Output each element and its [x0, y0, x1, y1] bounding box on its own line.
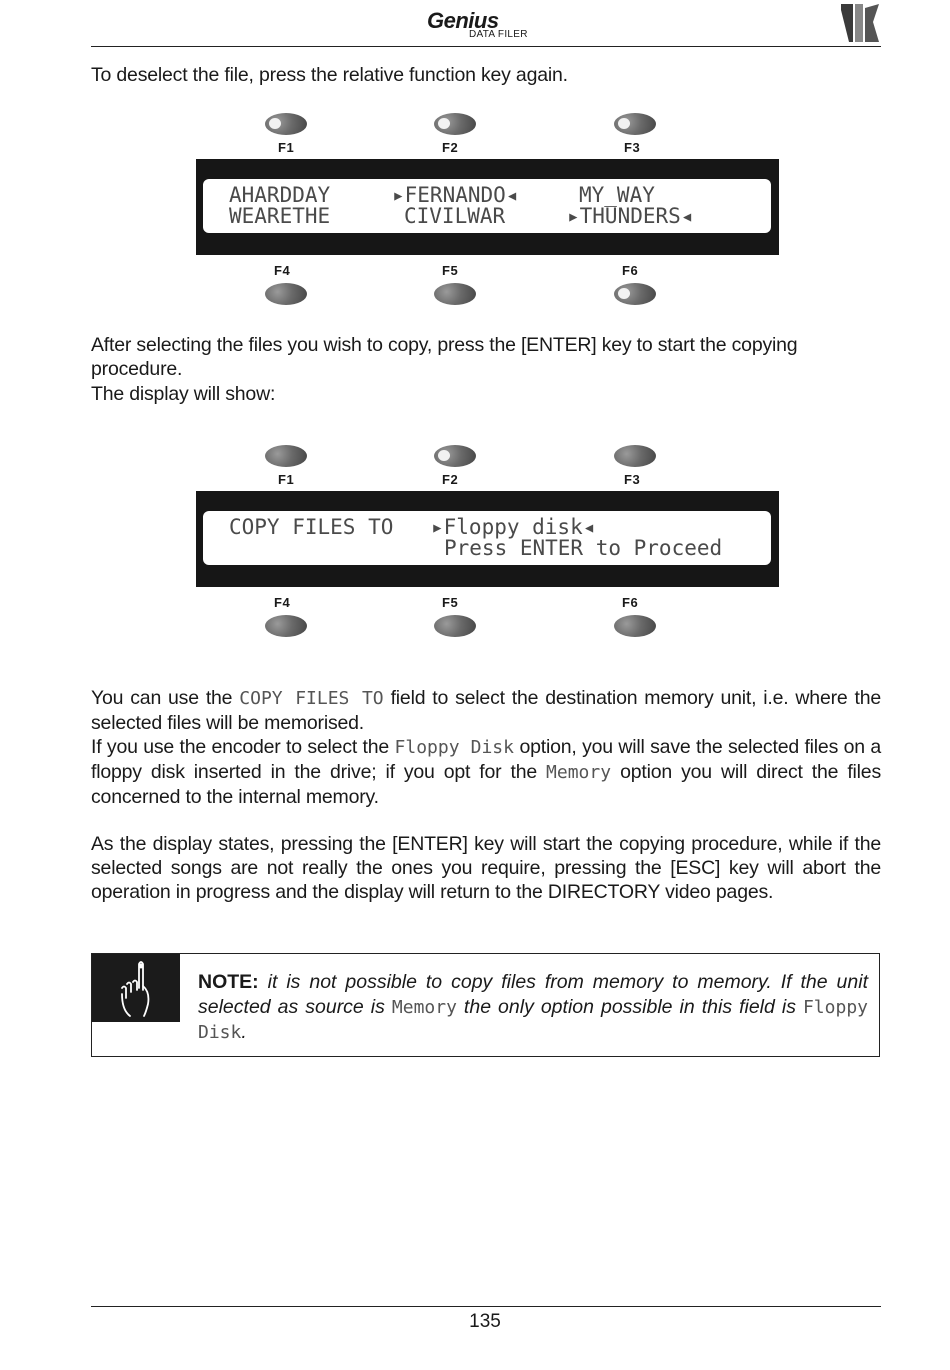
lcd-file-3: MY_WAY — [579, 183, 655, 207]
note-text-2: the only option possible in this field is — [456, 995, 803, 1018]
f1-label: F1 — [278, 472, 295, 487]
note-label: NOTE: — [198, 971, 259, 993]
para2-text-2: option, you will save the selected files on a floppy disk inserted in the drive; if you opt for the — [91, 736, 881, 783]
paragraph-enter-esc: As the display states, pressing the [ENTER] key will start the copying procedure, while if the selected songs are not really the ones you require, pressing the [ESC] key will abort the operation in progress and the display will return to the DIRECTORY video pages. — [91, 833, 881, 903]
lcd-file-4: WEARETHE — [229, 204, 331, 228]
f3-key[interactable] — [614, 113, 656, 135]
page-number: 135 — [469, 1311, 501, 1332]
f1-key[interactable] — [265, 113, 307, 135]
f6-label: F6 — [622, 263, 639, 278]
brand-logo-icon — [839, 2, 881, 44]
f3-label: F3 — [624, 140, 641, 155]
note-text — [198, 970, 868, 1046]
footer-divider — [91, 1306, 881, 1307]
display-show-text: The display will show: — [91, 383, 276, 405]
brand-name: Genius — [427, 8, 499, 33]
lcd-floppy-disk-note: Floppy Disk — [198, 996, 868, 1043]
f1-key[interactable] — [265, 445, 307, 467]
page-header — [91, 0, 881, 47]
f5-key[interactable] — [434, 283, 476, 305]
f4-key[interactable] — [265, 615, 307, 637]
lcd-memory-note: Memory — [391, 996, 457, 1018]
f5-label: F5 — [442, 595, 459, 610]
f3-key[interactable] — [614, 445, 656, 467]
f6-key[interactable] — [614, 615, 656, 637]
para1-text-2: field to select the destination memory unit, i.e. where the selected files will be memorised. — [91, 687, 881, 734]
note-text-3: . — [241, 1021, 247, 1043]
lcd-screen — [196, 159, 779, 255]
lcd-file-1: AHARDDAY — [229, 183, 331, 207]
f2-key[interactable] — [434, 445, 476, 467]
lcd-glass — [203, 511, 771, 565]
para2-text-3: option you will direct the files concerned to the internal memory. — [91, 761, 882, 808]
paragraph-copy-files — [91, 686, 881, 735]
brand-logo — [427, 8, 539, 42]
display-panel-2 — [196, 442, 779, 642]
paragraph-floppy — [91, 735, 881, 809]
f6-label: F6 — [622, 595, 639, 610]
lcd-file-2-selected: ▸FERNANDO◂ — [392, 183, 519, 207]
lcd-file-6-selected: ▸THUNDERS◂ — [567, 204, 694, 228]
pointing-hand-icon — [92, 954, 180, 1022]
lcd-copy-files-to: COPY FILES TO — [239, 688, 384, 709]
intro-text: To deselect the file, press the relative function key again. — [91, 64, 568, 86]
lcd-glass — [203, 179, 771, 233]
f5-label: F5 — [442, 263, 459, 278]
lcd-file-5: CIVILWAR — [404, 204, 506, 228]
f5-key[interactable] — [434, 615, 476, 637]
after-select-text: After selecting the files you wish to copy, press the [ENTER] key to start the copying procedure. — [91, 334, 798, 380]
lcd-proceed-hint: Press ENTER to Proceed — [444, 536, 723, 560]
lcd-screen — [196, 491, 779, 587]
f4-label: F4 — [274, 263, 291, 278]
f2-label: F2 — [442, 140, 459, 155]
f4-label: F4 — [274, 595, 291, 610]
lcd-copy-label: COPY FILES TO — [229, 515, 394, 539]
display-panel-1 — [196, 110, 779, 310]
f4-key[interactable] — [265, 283, 307, 305]
f1-label: F1 — [278, 140, 295, 155]
f2-label: F2 — [442, 472, 459, 487]
note-text-1: it is not possible to copy files from memory to memory. If the unit selected as source is — [198, 971, 868, 1018]
f2-key[interactable] — [434, 113, 476, 135]
pointing-hand-graphic — [92, 954, 180, 1022]
f6-key[interactable] — [614, 283, 656, 305]
lcd-memory: Memory — [546, 762, 612, 783]
note-box — [91, 953, 880, 1057]
para1-text-1: You can use the — [91, 687, 240, 709]
lcd-floppy-disk: Floppy Disk — [394, 737, 514, 758]
para2-text-1: If you use the encoder to select the — [91, 736, 395, 758]
lcd-destination-value: ▸Floppy disk◂ — [431, 515, 596, 539]
brand-subtitle: DATA FILER — [469, 29, 528, 40]
f3-label: F3 — [624, 472, 641, 487]
